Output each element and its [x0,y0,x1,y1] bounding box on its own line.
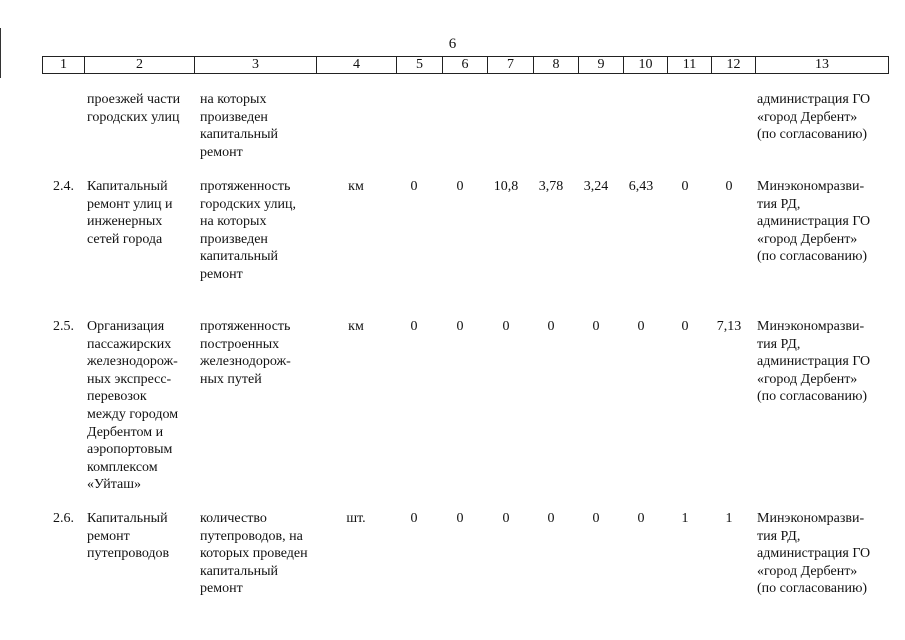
row-number-cell: 2.6. [53,511,74,526]
indicator-cell: количество путепроводов, на которых проведен капитальный ремонт [200,511,308,597]
executor-cell: Минэкономразви- тия РД, администрация ГО «город Дербент» (по согласованию) [757,319,871,405]
value-cell: 0 [547,511,555,526]
row-number-cell: 2.4. [53,179,74,194]
value-cell: 0 [456,179,464,194]
value-cell: 0 [725,179,733,194]
column-header: 12 [711,57,755,73]
value-cell: 3,78 [538,179,564,194]
column-header: 11 [667,57,711,73]
value-cell: 0 [502,319,510,334]
executor-cell: Минэкономразви- тия РД, администрация ГО «город Дербент» (по согласованию) [757,511,871,597]
value-cell: 7,13 [716,319,742,334]
indicator-cell: протяженность городских улиц, на которых произведен капитальный ремонт [200,179,296,282]
indicator-cell: протяженность построенных железнодорож- ных путей [200,319,291,387]
executor-cell: Минэкономразви- тия РД, администрация ГО «город Дербент» (по согласованию) [757,179,871,265]
value-cell: 6,43 [628,179,654,194]
value-cell: 0 [592,511,600,526]
value-cell: 0 [502,511,510,526]
continuation-executor-cell: администрация ГО «город Дербент» (по согласованию) [757,92,871,143]
unit-cell: км [348,319,364,334]
column-header: 3 [194,57,316,73]
unit-cell: км [348,179,364,194]
value-cell: 1 [681,511,689,526]
page-number: 6 [448,36,457,52]
value-cell: 0 [637,511,645,526]
value-cell: 0 [410,511,418,526]
continuation-indicator-cell: на которых произведен капитальный ремонт [200,92,278,160]
value-cell: 0 [456,511,464,526]
value-cell: 1 [725,511,733,526]
value-cell: 0 [681,179,689,194]
value-cell: 0 [410,179,418,194]
value-cell: 0 [456,319,464,334]
continuation-name-cell: проезжей части городских улиц [87,92,181,125]
activity-name-cell: Организация пассажирских железнодорож- ных экспресс- перевозок между городом Дербентом и аэропортовым комплексом «Уйташ» [87,319,179,493]
column-header: 2 [84,57,194,73]
column-header: 9 [578,57,623,73]
column-header: 7 [487,57,533,73]
value-cell: 0 [592,319,600,334]
column-header: 1 [42,57,84,73]
value-cell: 0 [681,319,689,334]
value-cell: 0 [410,319,418,334]
activity-name-cell: Капитальный ремонт улиц и инженерных сетей города [87,179,173,247]
column-header: 10 [623,57,667,73]
column-number-header [42,56,889,74]
value-cell: 0 [637,319,645,334]
activity-name-cell: Капитальный ремонт путепроводов [87,511,170,562]
column-header: 5 [396,57,442,73]
column-header: 4 [316,57,396,73]
column-header: 13 [755,57,889,73]
unit-cell: шт. [346,511,366,526]
column-header: 8 [533,57,578,73]
column-header: 6 [442,57,487,73]
value-cell: 0 [547,319,555,334]
value-cell: 10,8 [493,179,519,194]
value-cell: 3,24 [583,179,609,194]
row-number-cell: 2.5. [53,319,74,334]
